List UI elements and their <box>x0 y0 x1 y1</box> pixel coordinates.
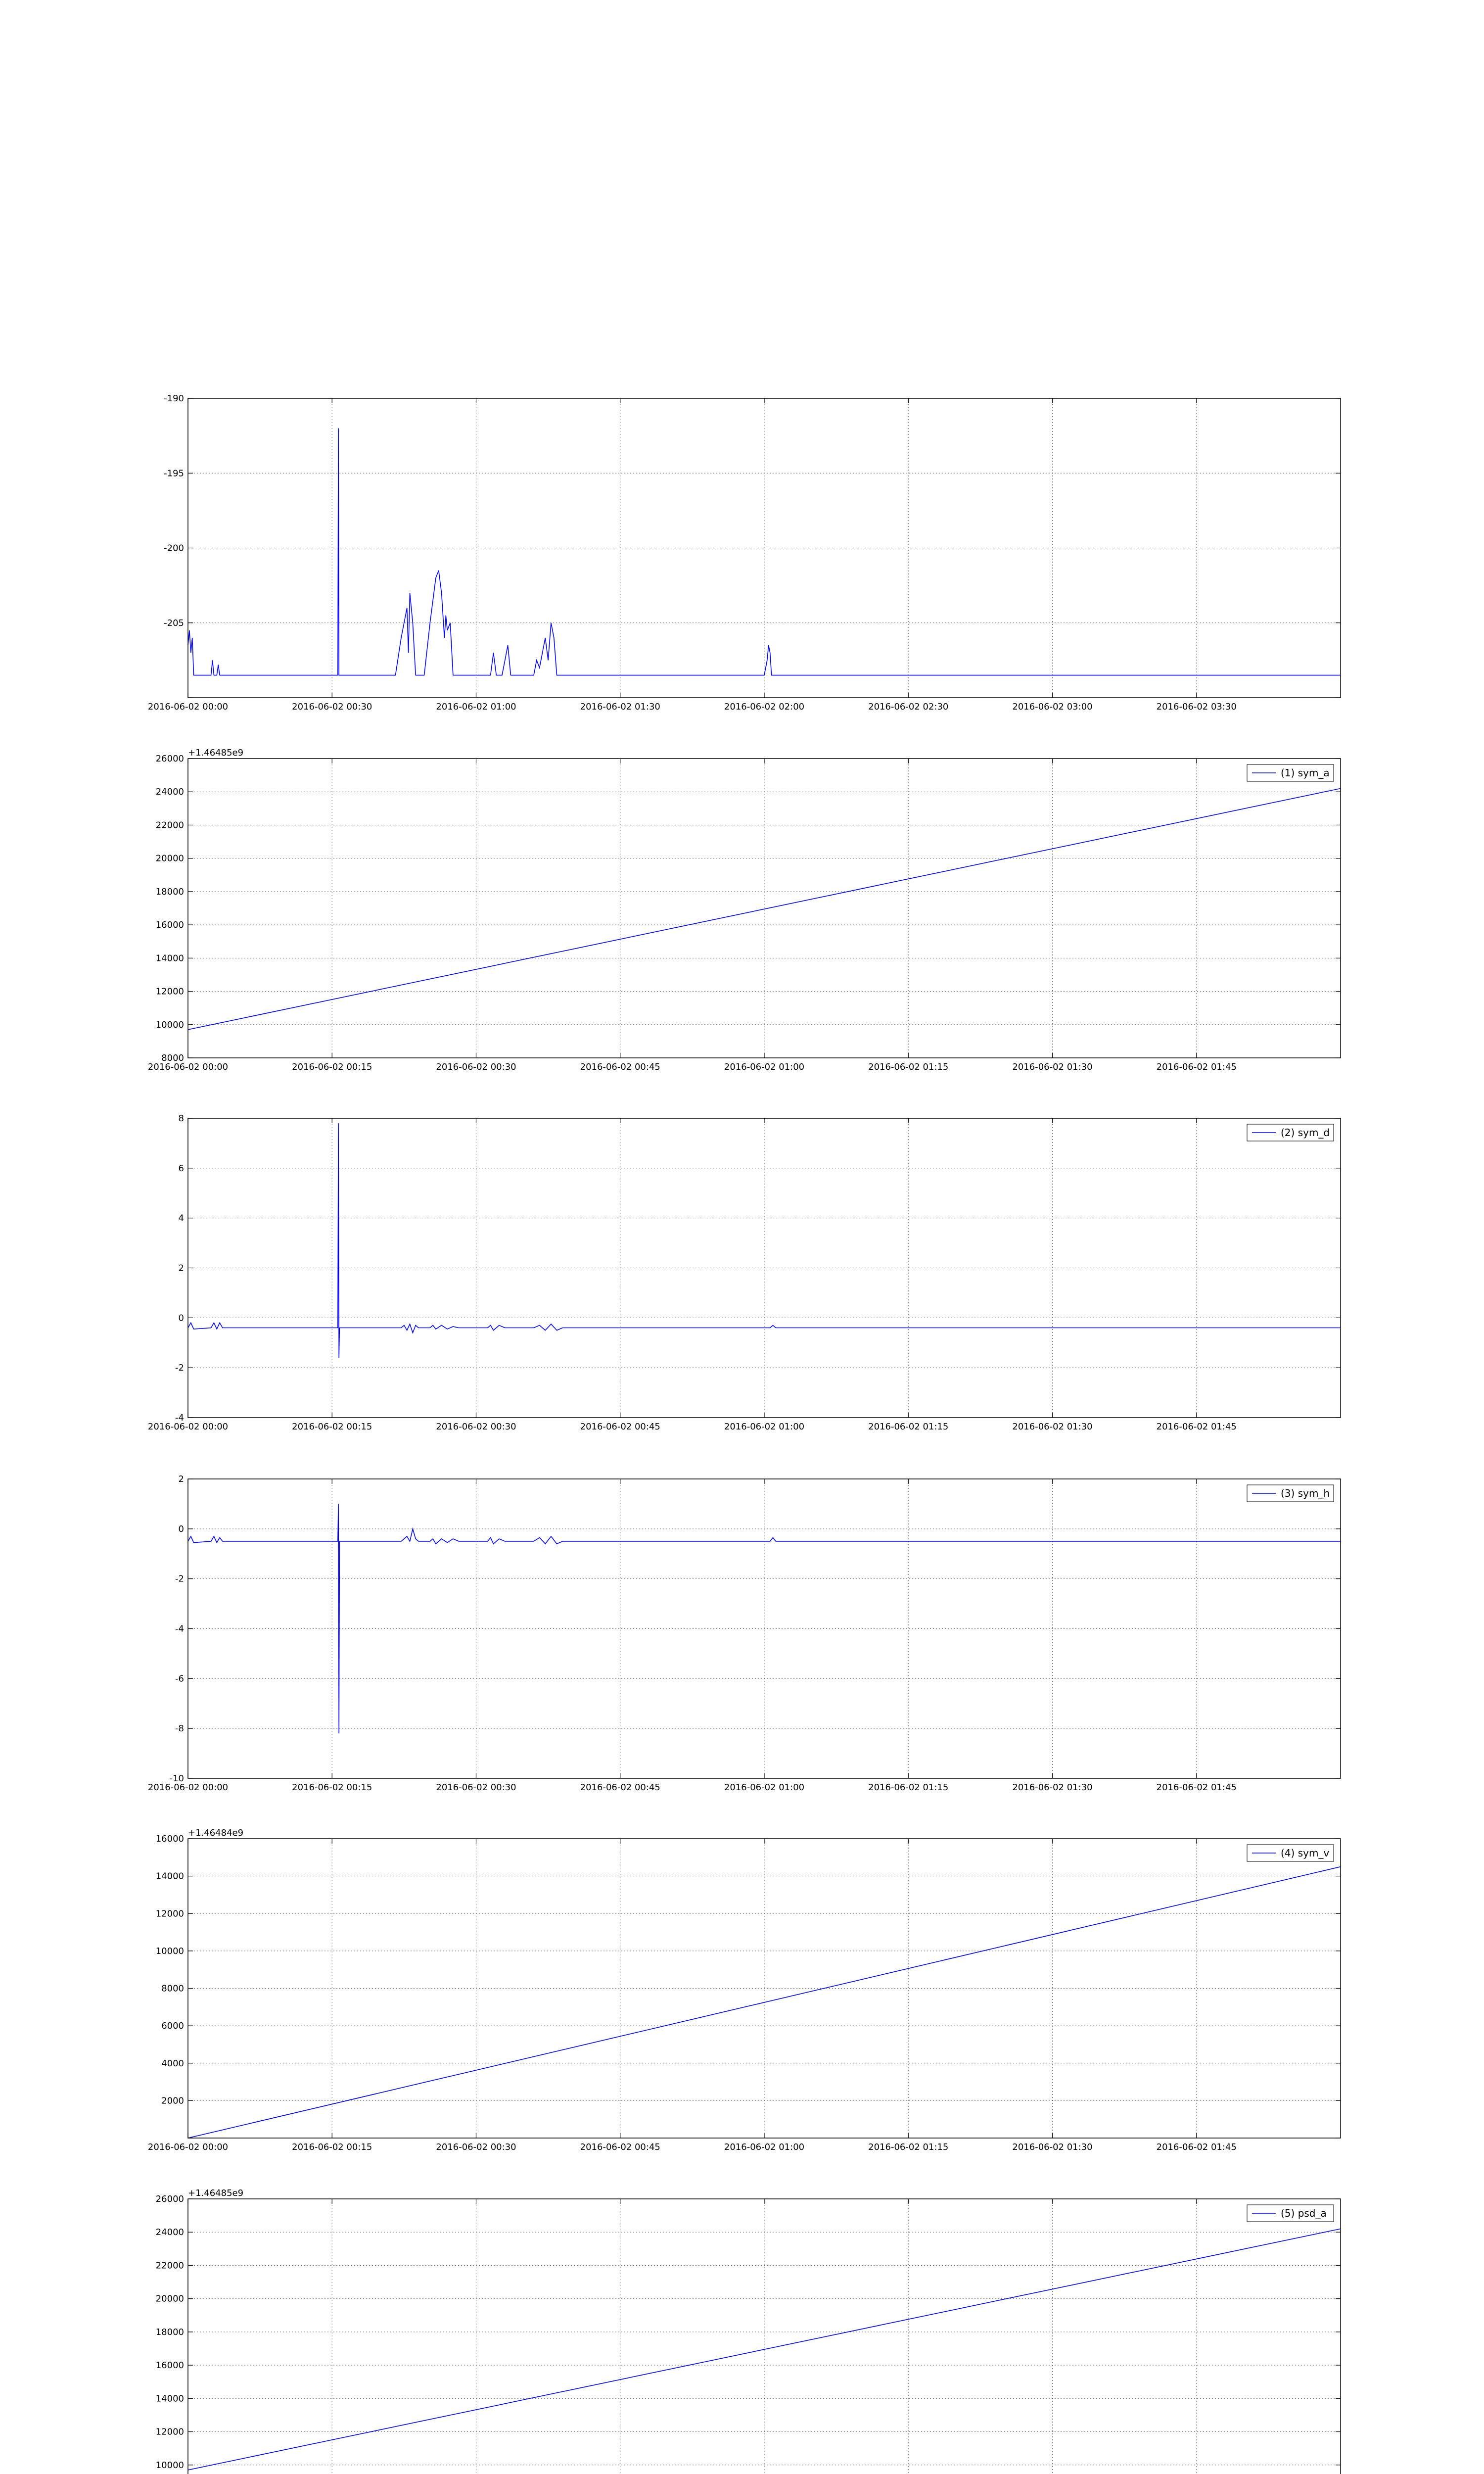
y-tick-label: 10000 <box>155 2460 184 2471</box>
x-tick-label: 2016-06-02 01:30 <box>1012 2142 1093 2152</box>
y-tick-label: 22000 <box>155 820 184 831</box>
y-tick-label: 12000 <box>155 2426 184 2437</box>
y-tick-label: 26000 <box>155 2194 184 2204</box>
x-tick-label: 2016-06-02 00:45 <box>580 2142 660 2152</box>
x-tick-label: 2016-06-02 00:45 <box>580 1062 660 1072</box>
x-tick-label: 2016-06-02 00:00 <box>147 702 229 712</box>
axis-offset-label: +1.46485e9 <box>188 2188 244 2198</box>
x-tick-label: 2016-06-02 01:00 <box>724 2142 805 2152</box>
y-tick-label: 20000 <box>155 2293 184 2304</box>
y-tick-label: 2000 <box>161 2095 184 2106</box>
chart-panel-3 <box>148 1113 1341 1432</box>
x-tick-label: 2016-06-02 00:00 <box>147 1062 229 1072</box>
series-line <box>188 428 1341 675</box>
y-tick-label: 12000 <box>155 1908 184 1919</box>
x-tick-label: 2016-06-02 02:00 <box>724 702 805 712</box>
y-tick-label: -4 <box>175 1623 184 1634</box>
chart-panel-2 <box>148 748 1341 1072</box>
y-tick-label: 20000 <box>155 853 184 864</box>
x-tick-label: 2016-06-02 01:45 <box>1156 1062 1237 1072</box>
axis-offset-label: +1.46484e9 <box>188 1828 244 1838</box>
x-tick-label: 2016-06-02 01:45 <box>1156 2142 1237 2152</box>
x-tick-label: 2016-06-02 00:30 <box>436 1422 516 1432</box>
x-tick-label: 2016-06-02 00:00 <box>147 2142 229 2152</box>
x-tick-label: 2016-06-02 01:15 <box>868 1422 949 1432</box>
x-tick-label: 2016-06-02 01:00 <box>724 1062 805 1072</box>
y-tick-label: 10000 <box>155 1019 184 1030</box>
y-tick-label: 0 <box>178 1313 184 1324</box>
x-tick-label: 2016-06-02 00:15 <box>292 1422 372 1432</box>
y-tick-label: 26000 <box>155 754 184 764</box>
x-tick-label: 2016-06-02 01:30 <box>1012 1782 1093 1793</box>
x-tick-label: 2016-06-02 01:45 <box>1156 1782 1237 1793</box>
x-tick-label: 2016-06-02 01:30 <box>1012 1062 1093 1072</box>
y-tick-label: -2 <box>175 1573 184 1584</box>
legend-label: (2) sym_d <box>1281 1127 1330 1139</box>
x-tick-label: 2016-06-02 00:15 <box>292 1782 372 1793</box>
chart-panel-5 <box>148 1828 1341 2152</box>
y-tick-label: -200 <box>164 543 184 554</box>
y-tick-label: 8 <box>178 1113 184 1124</box>
x-tick-label: 2016-06-02 01:00 <box>436 702 516 712</box>
y-tick-label: 24000 <box>155 787 184 798</box>
x-tick-label: 2016-06-02 00:30 <box>436 2142 516 2152</box>
y-tick-label: 4000 <box>161 2058 184 2069</box>
y-tick-label: 8000 <box>161 1053 184 1063</box>
y-tick-label: 24000 <box>155 2227 184 2238</box>
x-tick-label: 2016-06-02 00:45 <box>580 1422 660 1432</box>
y-tick-label: 16000 <box>155 1834 184 1844</box>
y-tick-label: -195 <box>164 468 184 479</box>
axis-offset-label: +1.46485e9 <box>188 748 244 758</box>
y-tick-label: -8 <box>175 1723 184 1734</box>
x-tick-label: 2016-06-02 00:15 <box>292 1062 372 1072</box>
x-tick-label: 2016-06-02 01:15 <box>868 1062 949 1072</box>
x-tick-label: 2016-06-02 00:30 <box>436 1062 516 1072</box>
x-tick-label: 2016-06-02 00:30 <box>436 1782 516 1793</box>
y-tick-label: 14000 <box>155 953 184 964</box>
y-tick-label: 14000 <box>155 1871 184 1882</box>
legend-label: (5) psd_a <box>1281 2207 1327 2219</box>
y-tick-label: 4 <box>178 1213 184 1224</box>
y-tick-label: -10 <box>169 1773 184 1784</box>
y-tick-label: 10000 <box>155 1946 184 1956</box>
y-tick-label: 16000 <box>155 920 184 931</box>
y-tick-label: -2 <box>175 1363 184 1374</box>
x-tick-label: 2016-06-02 03:00 <box>1012 702 1093 712</box>
x-tick-label: 2016-06-02 01:15 <box>868 1782 949 1793</box>
legend-label: (3) sym_h <box>1281 1487 1330 1499</box>
y-tick-label: 6000 <box>161 2021 184 2032</box>
y-tick-label: 16000 <box>155 2360 184 2371</box>
x-tick-label: 2016-06-02 01:45 <box>1156 1422 1237 1432</box>
x-tick-label: 2016-06-02 00:15 <box>292 2142 372 2152</box>
chart-panel-1 <box>148 393 1341 712</box>
x-tick-label: 2016-06-02 01:00 <box>724 1782 805 1793</box>
y-tick-label: 6 <box>178 1163 184 1174</box>
y-tick-label: 2 <box>178 1474 184 1484</box>
y-tick-label: 2 <box>178 1263 184 1274</box>
y-tick-label: 18000 <box>155 2327 184 2337</box>
x-tick-label: 2016-06-02 00:30 <box>292 702 372 712</box>
x-tick-label: 2016-06-02 00:45 <box>580 1782 660 1793</box>
x-tick-label: 2016-06-02 01:15 <box>868 2142 949 2152</box>
legend-label: (4) sym_v <box>1281 1847 1330 1859</box>
y-tick-label: -205 <box>164 618 184 628</box>
x-tick-label: 2016-06-02 00:00 <box>147 1782 229 1793</box>
chart-panel-4 <box>148 1474 1341 1793</box>
x-tick-label: 2016-06-02 02:30 <box>868 702 949 712</box>
chart-panel-6 <box>148 2188 1341 2474</box>
y-tick-label: 14000 <box>155 2393 184 2404</box>
y-tick-label: 18000 <box>155 886 184 897</box>
y-tick-label: 0 <box>178 1523 184 1534</box>
x-tick-label: 2016-06-02 01:00 <box>724 1422 805 1432</box>
x-tick-label: 2016-06-02 00:00 <box>147 1422 229 1432</box>
legend-label: (1) sym_a <box>1281 767 1330 779</box>
y-tick-label: 12000 <box>155 986 184 997</box>
x-tick-label: 2016-06-02 01:30 <box>580 702 660 712</box>
y-tick-label: -190 <box>164 393 184 404</box>
y-tick-label: -4 <box>175 1413 184 1423</box>
y-tick-label: -6 <box>175 1673 184 1684</box>
y-tick-label: 22000 <box>155 2260 184 2271</box>
x-tick-label: 2016-06-02 03:30 <box>1156 702 1237 712</box>
y-tick-label: 8000 <box>161 1983 184 1994</box>
x-tick-label: 2016-06-02 01:30 <box>1012 1422 1093 1432</box>
